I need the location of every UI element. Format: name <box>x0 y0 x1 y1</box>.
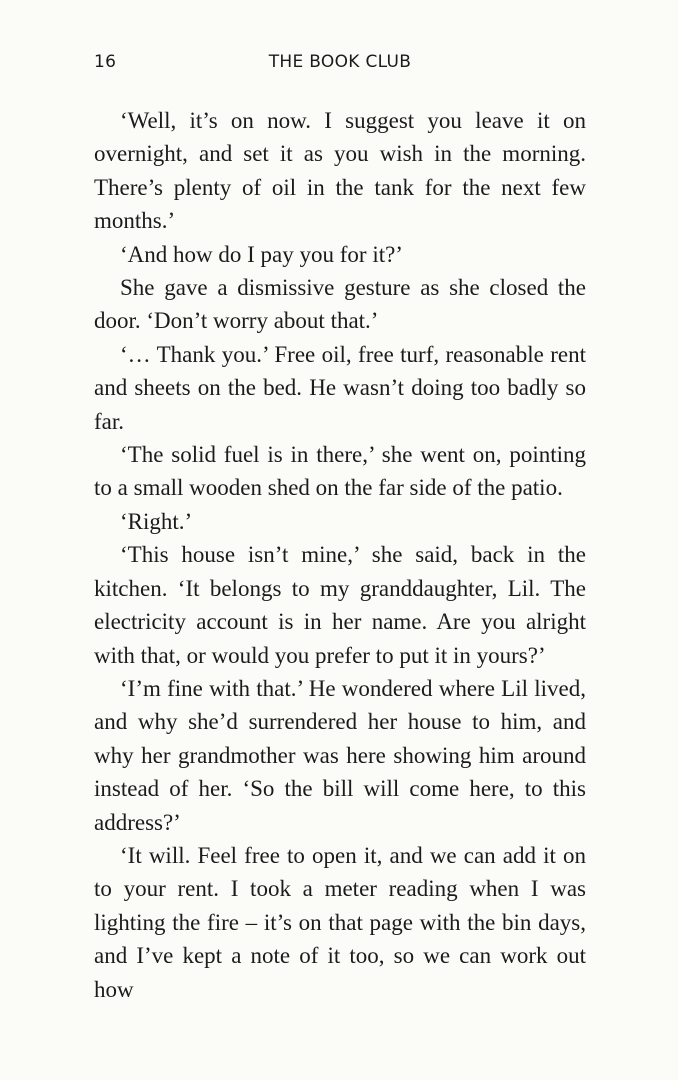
paragraph: ‘This house isn’t mine,’ she said, back in the kitchen. ‘It belongs to my granddaughter, Lil. The electricity account is in her name. Are you alright with that, or would you prefer to put it in yours?’ <box>94 542 586 668</box>
paragraph: ‘It will. Feel free to open it, and we can add it on to your rent. I took a meter reading when I was lighting the fire – it’s on that page with the bin days, and I’ve kept a note of it too, so we can work out how <box>94 842 586 1002</box>
paragraph: ‘And how do I pay you for it?’ <box>120 241 403 267</box>
paragraph: ‘Well, it’s on now. I suggest you leave it on overnight, and set it as you wish in the morning. There’s plenty of oil in the tank for the next few months.’ <box>94 108 586 234</box>
paragraph: ‘… Thank you.’ Free oil, free turf, reasonable rent and sheets on the bed. He wasn’t doing too badly so far. <box>94 341 586 434</box>
paragraph: ‘Right.’ <box>120 508 193 534</box>
body-text <box>94 104 586 1006</box>
page-number: 16 <box>94 52 117 72</box>
running-title: THE BOOK CLUB <box>268 52 412 72</box>
page-header <box>94 50 586 80</box>
paragraph: ‘The solid fuel is in there,’ she went on, pointing to a small wooden shed on the far side of the patio. <box>94 442 586 501</box>
paragraph: She gave a dismissive gesture as she closed the door. ‘Don’t worry about that.’ <box>94 275 586 334</box>
paragraph: ‘I’m fine with that.’ He wondered where Lil lived, and why she’d surrendered her house to him, and why her grandmother was here showing him around instead of her. ‘So the bill will come here, to this address?’ <box>94 675 586 835</box>
